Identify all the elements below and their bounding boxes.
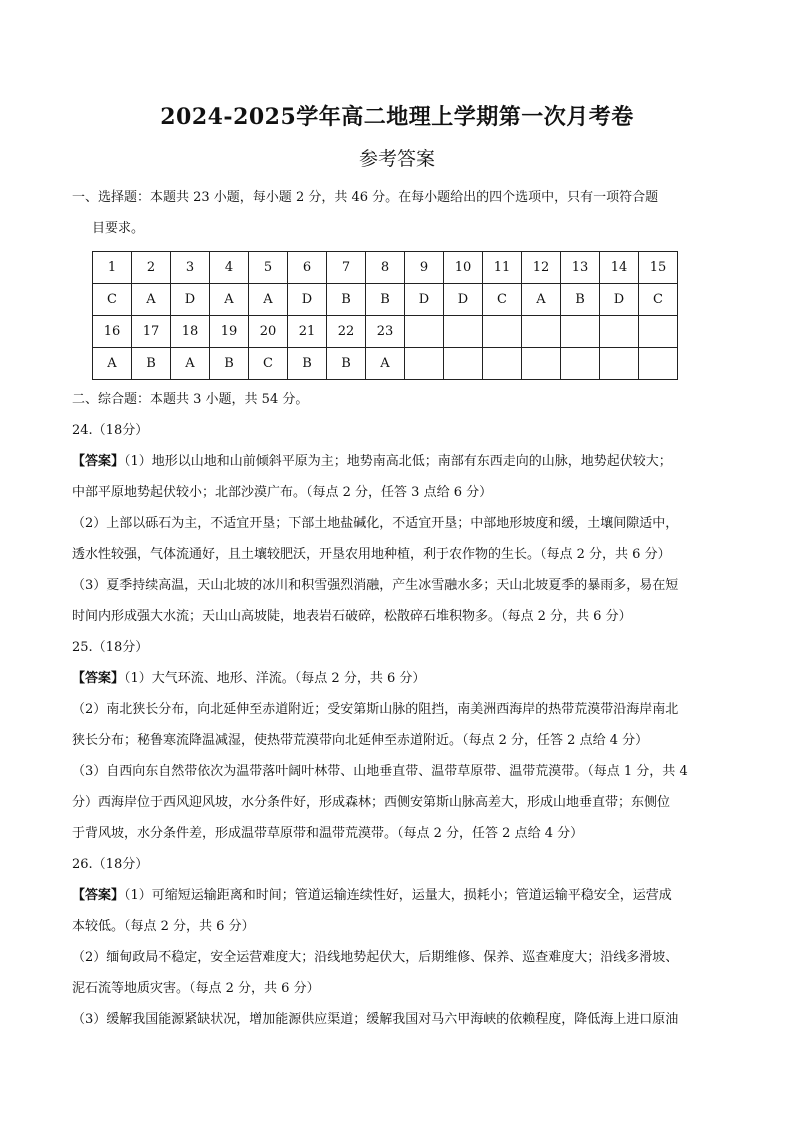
q24-text: （3）夏季持续高温，天山北坡的冰川和积雪强烈消融，产生冰雪融水多；天山北坡夏季的暴雨多，易在短	[72, 578, 679, 593]
answer-letter-cell: B	[366, 284, 405, 316]
question-number-cell	[561, 316, 600, 348]
answer-letter-cell	[561, 348, 600, 380]
answer-letter-cell: B	[210, 348, 249, 380]
q25-text: 狭长分布；秘鲁寒流降温减湿，使热带荒漠带向北延伸至赤道附近。（每点 2 分，任答 2 点给 4 分）	[72, 733, 649, 748]
question-number-cell	[444, 316, 483, 348]
answer-table-row	[93, 348, 678, 380]
answer-letter-cell: C	[249, 348, 288, 380]
question-number-cell: 13	[561, 252, 600, 284]
q26-text: （3）缓解我国能源紧缺状况，增加能源供应渠道；缓解我国对马六甲海峡的依赖程度，降低海上进口原油	[72, 1012, 679, 1027]
q25-answer-line	[72, 663, 727, 694]
answer-letter-cell: D	[171, 284, 210, 316]
answer-table-row	[93, 316, 678, 348]
q26-answer-line	[72, 880, 727, 911]
q26-text: 泥石流等地质灾害。（每点 2 分，共 6 分）	[72, 981, 320, 996]
q26-text: （2）缅甸政局不稳定，安全运营难度大；沿线地势起伏大，后期维修、保养、巡查难度大；沿线多滑坡、	[72, 950, 679, 965]
section2-heading: 二、综合题：本题共 3 小题，共 54 分。	[72, 392, 309, 407]
section1-instructions-line1: 一、选择题：本题共 23 小题，每小题 2 分，共 46 分。在每小题给出的四个选项中，只有一项符合题	[72, 190, 659, 205]
question-number-cell: 18	[171, 316, 210, 348]
answer-letter-cell	[444, 348, 483, 380]
question-number-cell: 9	[405, 252, 444, 284]
answer-letter-cell: B	[132, 348, 171, 380]
q24-text: （2）上部以砾石为主，不适宜开垦；下部土地盐碱化，不适宜开垦；中部地形坡度和缓，土壤间隙适中，	[72, 516, 679, 531]
answer-letter-cell: D	[600, 284, 639, 316]
answer-letter-cell: A	[210, 284, 249, 316]
answer-letter-cell: D	[444, 284, 483, 316]
q24-text: 时间内形成强大水流；天山山高坡陡，地表岩石破碎，松散碎石堆积物多。（每点 2 分，共 6 分）	[72, 609, 632, 624]
question-number-cell: 19	[210, 316, 249, 348]
q26-text: （1）可缩短运输距离和时间；管道运输连续性好，运量大，损耗小；管道运输平稳安全，运营成	[124, 888, 672, 903]
q25-text: 分）西海岸位于西风迎风坡，水分条件好，形成森林；西侧安第斯山脉高差大，形成山地垂直带；东侧位	[72, 795, 671, 810]
question-number-cell: 11	[483, 252, 522, 284]
answer-letter-cell: B	[327, 284, 366, 316]
q25-text: （2）南北狭长分布，向北延伸至赤道附近；受安第斯山脉的阻挡，南美洲西海岸的热带荒漠带沿海岸南北	[72, 702, 679, 717]
section1-instructions-line2: 目要求。	[92, 221, 145, 236]
answer-letter-cell	[600, 348, 639, 380]
answer-letter-cell: C	[483, 284, 522, 316]
answer-letter-cell: A	[171, 348, 210, 380]
question-number-cell: 6	[288, 252, 327, 284]
question-number-cell: 22	[327, 316, 366, 348]
answer-letter-cell	[522, 348, 561, 380]
question-number-cell: 15	[639, 252, 678, 284]
question-number-cell: 14	[600, 252, 639, 284]
question-number-cell	[405, 316, 444, 348]
answer-table-row	[93, 252, 678, 284]
answer-letter-cell: D	[405, 284, 444, 316]
answer-letter-cell	[639, 348, 678, 380]
question-number-cell: 12	[522, 252, 561, 284]
question-number-cell: 3	[171, 252, 210, 284]
page-subtitle: 参考答案	[358, 148, 435, 170]
q24-answer-line	[72, 446, 727, 477]
q24-header: 24.（18分）	[72, 423, 149, 438]
answer-letter-cell: A	[522, 284, 561, 316]
answer-letter-cell: A	[366, 348, 405, 380]
q25-answer-tag: 【答案】	[72, 671, 125, 686]
answer-letter-cell	[483, 348, 522, 380]
question-number-cell	[483, 316, 522, 348]
question-number-cell	[600, 316, 639, 348]
question-number-cell: 20	[249, 316, 288, 348]
q24-text: 中部平原地势起伏较小；北部沙漠广布。（每点 2 分，任答 3 点给 6 分）	[72, 485, 493, 500]
question-number-cell	[522, 316, 561, 348]
question-number-cell: 5	[249, 252, 288, 284]
answer-table-wrap	[92, 251, 727, 380]
answer-letter-cell: D	[288, 284, 327, 316]
question-number-cell: 8	[366, 252, 405, 284]
answer-letter-cell: B	[327, 348, 366, 380]
answer-letter-cell: A	[132, 284, 171, 316]
answer-letter-cell	[405, 348, 444, 380]
question-number-cell: 10	[444, 252, 483, 284]
answer-letter-cell: A	[249, 284, 288, 316]
q26-header: 26.（18分）	[72, 857, 149, 872]
answer-letter-cell: B	[288, 348, 327, 380]
document-body	[72, 182, 727, 1035]
question-number-cell: 21	[288, 316, 327, 348]
answer-table-row	[93, 284, 678, 316]
question-number-cell: 1	[93, 252, 132, 284]
answer-letter-cell: B	[561, 284, 600, 316]
answer-letter-cell: C	[639, 284, 678, 316]
q26-text: 本较低。（每点 2 分，共 6 分）	[72, 919, 255, 934]
q25-text: 于背风坡，水分条件差，形成温带草原带和温带荒漠带。（每点 2 分，任答 2 点给 4 分）	[72, 826, 584, 841]
q24-text: 透水性较强，气体流通好，且土壤较肥沃，开垦农用地种植，利于农作物的生长。（每点 2 分，共 6 分）	[72, 547, 671, 562]
question-number-cell: 7	[327, 252, 366, 284]
page-title: 2024-2025学年高二地理上学期第一次月考卷	[160, 104, 634, 130]
question-number-cell: 17	[132, 316, 171, 348]
question-number-cell: 23	[366, 316, 405, 348]
answer-letter-cell: A	[93, 348, 132, 380]
q25-header: 25.（18分）	[72, 640, 149, 655]
question-number-cell: 2	[132, 252, 171, 284]
q25-text: （1）大气环流、地形、洋流。（每点 2 分，共 6 分）	[124, 671, 426, 686]
q25-text: （3）自西向东自然带依次为温带落叶阔叶林带、山地垂直带、温带草原带、温带荒漠带。（每点 1 分，共 4	[72, 764, 688, 779]
q24-answer-tag: 【答案】	[72, 454, 125, 469]
answer-table	[92, 251, 678, 380]
q24-text: （1）地形以山地和山前倾斜平原为主；地势南高北低；南部有东西走向的山脉，地势起伏较大；	[124, 454, 672, 469]
question-number-cell	[639, 316, 678, 348]
question-number-cell: 4	[210, 252, 249, 284]
answer-letter-cell: C	[93, 284, 132, 316]
q26-answer-tag: 【答案】	[72, 888, 125, 903]
question-number-cell: 16	[93, 316, 132, 348]
